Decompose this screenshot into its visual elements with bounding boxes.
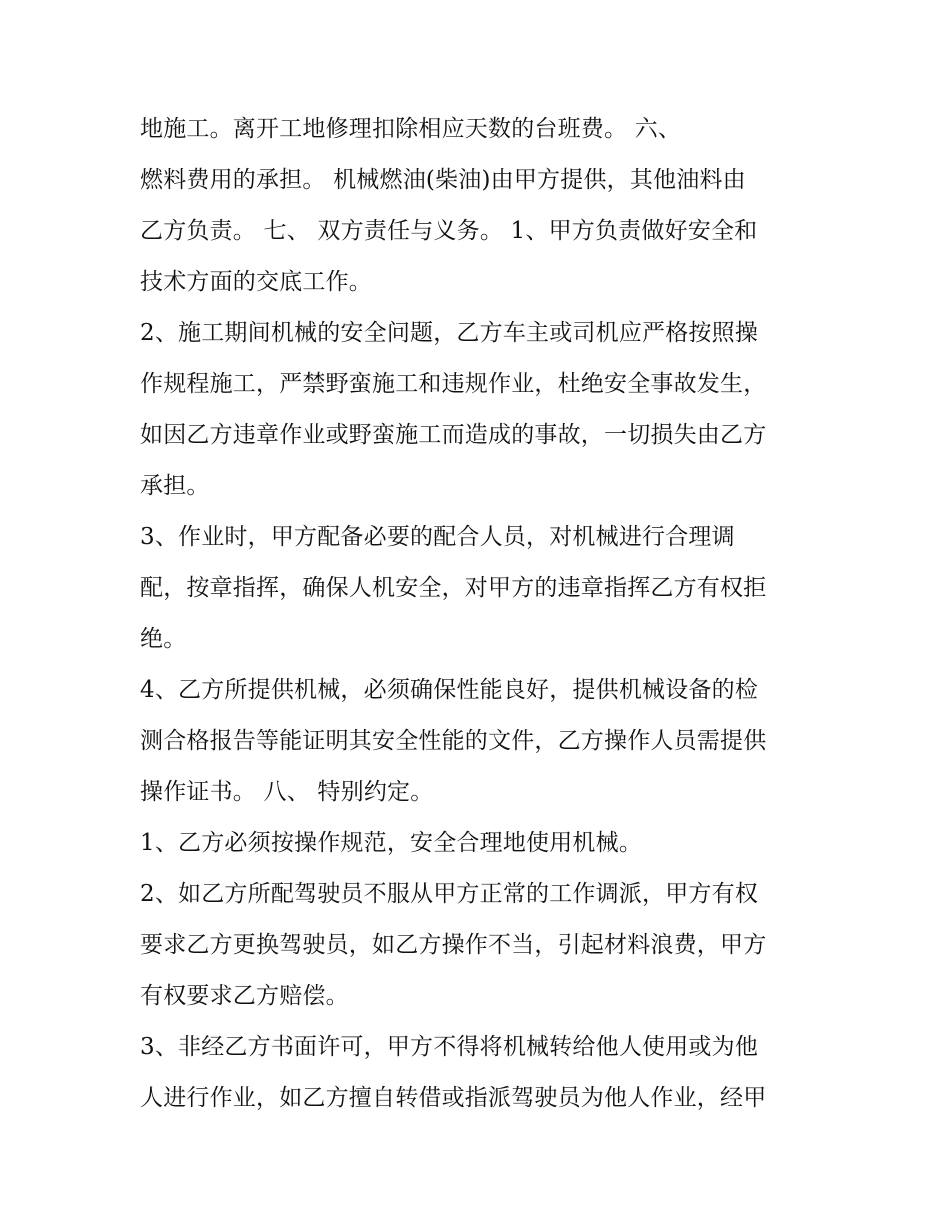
text-line-9: 3、作业时，甲方配备必要的配合人员，对机械进行合理调 — [140, 524, 735, 550]
text-line-1: 地施工。离开工地修理扣除相应天数的台班费。 六、 — [140, 116, 682, 142]
text-line-19: 3、非经乙方书面许可，甲方不得将机械转给他人使用或为他 — [140, 1034, 759, 1060]
text-line-11: 绝。 — [140, 626, 187, 652]
text-line-7: 如因乙方违章作业或野蛮施工而造成的事故，一切损失由乙方 — [140, 422, 767, 448]
text-line-16: 2、如乙方所配驾驶员不服从甲方正常的工作调派，甲方有权 — [140, 881, 759, 907]
text-line-12: 4、乙方所提供机械，必须确保性能良好，提供机械设备的检 — [140, 677, 759, 703]
text-line-6: 作规程施工，严禁野蛮施工和违规作业，杜绝安全事故发生， — [140, 371, 767, 397]
text-line-8: 承担。 — [140, 473, 210, 499]
text-line-3: 乙方负责。 七、 双方责任与义务。 1、甲方负责做好安全和 — [140, 218, 758, 244]
text-line-5: 2、施工期间机械的安全问题，乙方车主或司机应严格按照操 — [140, 320, 759, 346]
text-line-15: 1、乙方必须按操作规范，安全合理地使用机械。 — [140, 830, 643, 856]
text-line-18: 有权要求乙方赔偿。 — [140, 983, 349, 1009]
text-line-10: 配，按章指挥，确保人机安全，对甲方的违章指挥乙方有权拒 — [140, 575, 767, 601]
text-line-14: 操作证书。 八、 特别约定。 — [140, 779, 434, 805]
contract-text-body — [140, 104, 830, 1124]
text-line-2: 燃料费用的承担。 机械燃油(柴油)由甲方提供，其他油料由 — [140, 167, 746, 193]
text-line-13: 测合格报告等能证明其安全性能的文件，乙方操作人员需提供 — [140, 728, 767, 754]
text-line-4: 技术方面的交底工作。 — [140, 269, 372, 295]
text-line-17: 要求乙方更换驾驶员，如乙方操作不当，引起材料浪费，甲方 — [140, 932, 767, 958]
text-line-20: 人进行作业，如乙方擅自转借或指派驾驶员为他人作业，经甲 — [140, 1085, 767, 1111]
